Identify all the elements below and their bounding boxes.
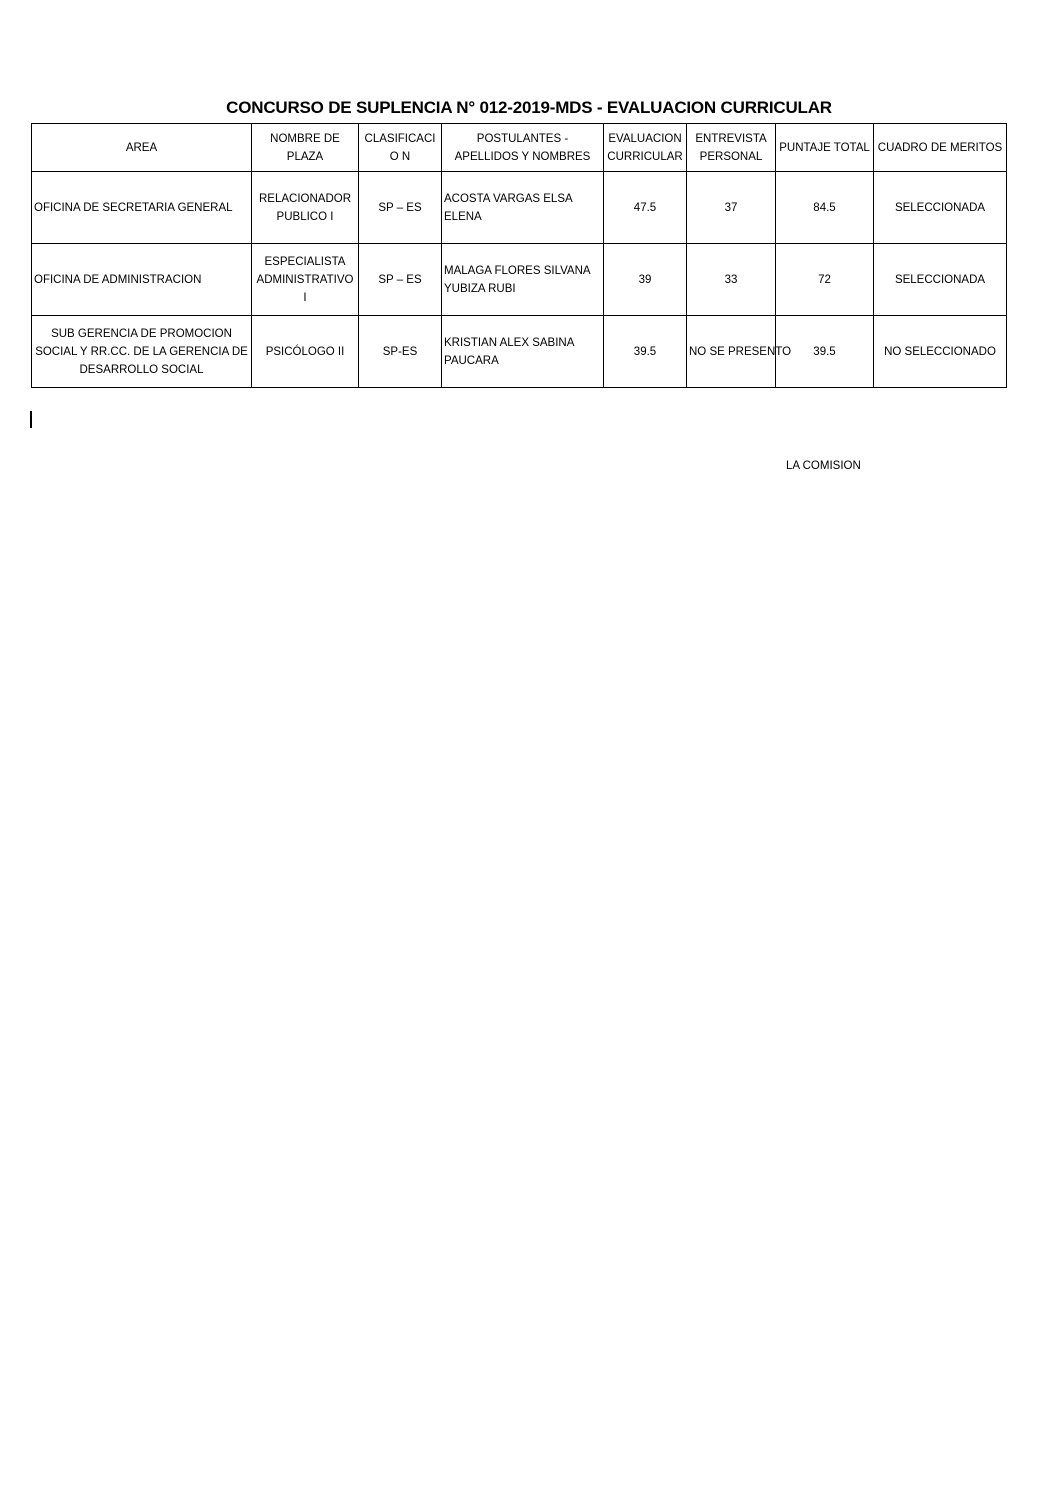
cell-clasificacion: SP-ES [359,316,442,388]
cell-postulante: MALAGA FLORES SILVANA YUBIZA RUBI [442,244,604,316]
header-entrevista: ENTREVISTA PERSONAL [687,124,776,172]
cell-merito: SELECCIONADA [874,172,1007,244]
cell-plaza: RELACIONADOR PUBLICO I [252,172,359,244]
cell-puntaje: 39.5 [776,316,874,388]
cell-plaza: PSICÓLOGO II [252,316,359,388]
table-row [32,172,1007,244]
cell-area: SUB GERENCIA DE PROMOCION SOCIAL Y RR.CC. DE LA GERENCIA DE DESARROLLO SOCIAL [32,316,252,388]
header-plaza: NOMBRE DE PLAZA [252,124,359,172]
cell-area: OFICINA DE SECRETARIA GENERAL [32,172,252,244]
table-row [32,244,1007,316]
header-postulantes: POSTULANTES - APELLIDOS Y NOMBRES [442,124,604,172]
cell-evaluacion: 47.5 [604,172,687,244]
header-puntaje: PUNTAJE TOTAL [776,124,874,172]
results-table [31,123,1007,388]
cell-clasificacion: SP – ES [359,244,442,316]
text-cursor [30,411,32,428]
cell-evaluacion: 39.5 [604,316,687,388]
cell-entrevista: 37 [687,172,776,244]
header-evaluacion: EVALUACION CURRICULAR [604,124,687,172]
cell-postulante: KRISTIAN ALEX SABINA PAUCARA [442,316,604,388]
table-header-row [32,124,1007,172]
cell-plaza: ESPECIALISTA ADMINISTRATIVO I [252,244,359,316]
cell-merito: NO SELECCIONADO [874,316,1007,388]
table-row [32,316,1007,388]
cell-puntaje: 72 [776,244,874,316]
cell-evaluacion: 39 [604,244,687,316]
cell-area: OFICINA DE ADMINISTRACION [32,244,252,316]
signature-text: LA COMISION [786,460,861,472]
header-clasificacion: CLASIFICACIO N [359,124,442,172]
cell-entrevista: 33 [687,244,776,316]
header-area: AREA [32,124,252,172]
cell-clasificacion: SP – ES [359,172,442,244]
header-merito: CUADRO DE MERITOS [874,124,1007,172]
cell-entrevista: NO SE PRESENTO [687,316,776,388]
cell-puntaje: 84.5 [776,172,874,244]
cell-merito: SELECCIONADA [874,244,1007,316]
document-title: CONCURSO DE SUPLENCIA N° 012-2019-MDS - EVALUACION CURRICULAR [226,98,832,117]
cell-postulante: ACOSTA VARGAS ELSA ELENA [442,172,604,244]
